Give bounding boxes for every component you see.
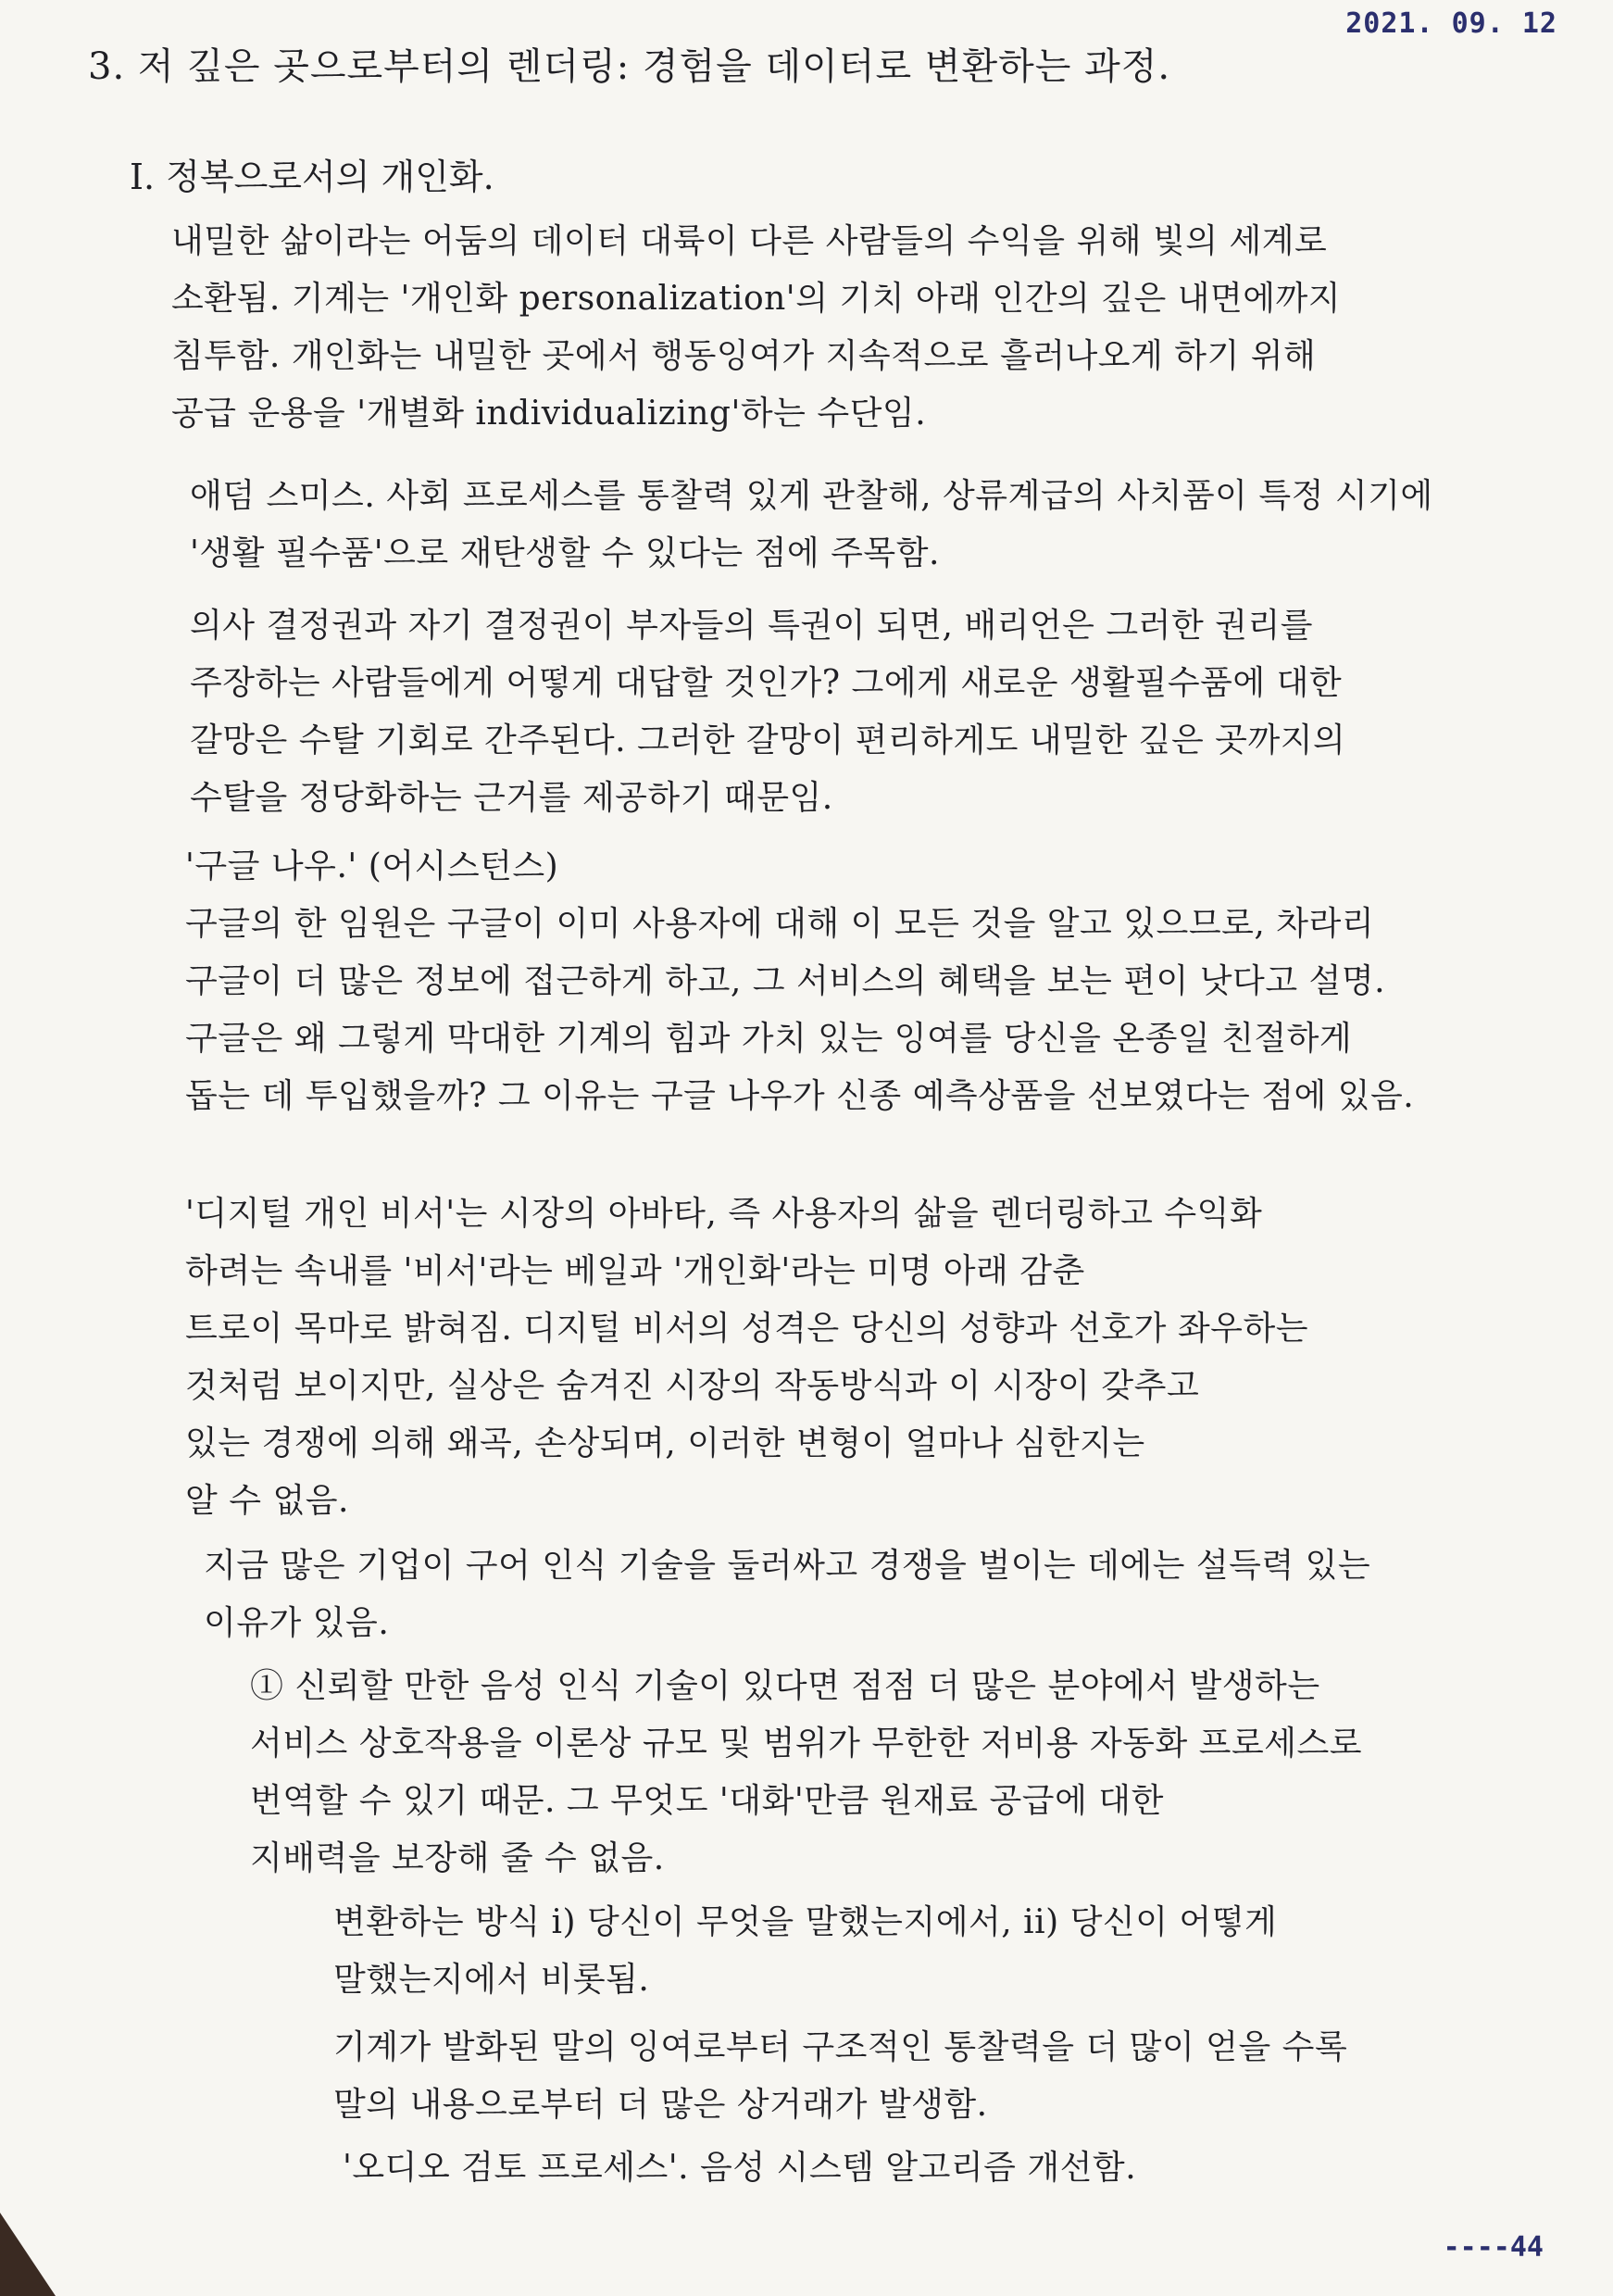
text-line: 공급 운용을 '개별화 individualizing'하는 수단임.	[171, 395, 927, 433]
text-line: 구글이 더 많은 정보에 접근하게 하고, 그 서비스의 혜택을 보는 편이 낫다고 설명.	[185, 962, 1386, 1000]
text-line: 이유가 있음.	[204, 1604, 390, 1642]
paragraph-varian	[190, 597, 1345, 827]
paragraph-speech-recognition	[204, 1537, 1370, 1652]
text-line: '오디오 검토 프로세스'. 음성 시스템 알고리즘 개선함.	[343, 2149, 1137, 2187]
paragraph-adam-smith	[190, 468, 1433, 583]
text-line: '생활 필수품'으로 재탄생할 수 있다는 점에 주목함.	[190, 534, 940, 572]
text-line: 의사 결정권과 자기 결정권이 부자들의 특권이 되면, 배리언은 그러한 권리를	[190, 607, 1313, 645]
text-line: 구글은 왜 그렇게 막대한 기계의 힘과 가치 있는 잉여를 당신을 온종일 친절하게	[185, 1020, 1353, 1058]
text-line: 갈망은 수탈 기회로 간주된다. 그러한 갈망이 편리하게도 내밀한 깊은 곳까지의	[190, 721, 1346, 759]
text-line: 알 수 없음.	[185, 1482, 349, 1520]
paragraph-conversion-method	[333, 1894, 1277, 2009]
paragraph-digital-assistant	[185, 1186, 1308, 1530]
text-line: 수탈을 정당화하는 근거를 제공하기 때문임.	[190, 779, 833, 817]
paragraph-personalization	[171, 213, 1341, 443]
text-line: 말했는지에서 비롯됨.	[333, 1961, 650, 1999]
text-line: ① 신뢰할 만한 음성 인식 기술이 있다면 점점 더 많은 분야에서 발생하는	[250, 1667, 1320, 1705]
text-line: 지배력을 보장해 줄 수 없음.	[250, 1839, 665, 1877]
text-line: 변환하는 방식 i) 당신이 무엇을 말했는지에서, ii) 당신이 어떻게	[333, 1903, 1278, 1941]
page-corner-shadow	[0, 2213, 56, 2296]
page-number: ----44	[1443, 2231, 1544, 2264]
paragraph-reason-1	[250, 1658, 1362, 1888]
text-line: 지금 많은 기업이 구어 인식 기술을 둘러싸고 경쟁을 벌이는 데에는 설득력 있는	[204, 1547, 1371, 1585]
text-line: 내밀한 삶이라는 어둠의 데이터 대륙이 다른 사람들의 수익을 위해 빛의 세계로	[171, 222, 1328, 260]
text-line: '디지털 개인 비서'는 시장의 아바타, 즉 사용자의 삶을 렌더링하고 수익화	[185, 1195, 1263, 1233]
text-line: '구글 나우.' (어시스턴스)	[185, 847, 559, 885]
text-line: 서비스 상호작용을 이론상 규모 및 범위가 무한한 저비용 자동화 프로세스로	[250, 1725, 1363, 1763]
text-line: 말의 내용으로부터 더 많은 상거래가 발생함.	[333, 2086, 988, 2124]
text-line: 애덤 스미스. 사회 프로세스를 통찰력 있게 관찰해, 상류계급의 사치품이 특정 시기에	[190, 477, 1433, 515]
text-line: 하려는 속내를 '비서'라는 베일과 '개인화'라는 미명 아래 감춘	[185, 1252, 1085, 1290]
text-line: 트로이 목마로 밝혀짐. 디지털 비서의 성격은 당신의 성향과 선호가 좌우하는	[185, 1310, 1308, 1348]
paragraph-google-now	[185, 838, 1414, 1125]
paragraph-audio-review	[343, 2139, 1136, 2197]
chapter-heading: 3. 저 깊은 곳으로부터의 렌더링: 경험을 데이터로 변환하는 과정.	[88, 45, 1171, 88]
text-line: 있는 경쟁에 의해 왜곡, 손상되며, 이러한 변형이 얼마나 심한지는	[185, 1424, 1145, 1462]
text-line: 돕는 데 투입했을까? 그 이유는 구글 나우가 신종 예측상품을 선보였다는 점에 있음.	[185, 1077, 1415, 1115]
paragraph-machine-surplus	[333, 2019, 1347, 2134]
text-line: 주장하는 사람들에게 어떻게 대답할 것인가? 그에게 새로운 생활필수품에 대한	[190, 664, 1343, 702]
text-line: 구글의 한 임원은 구글이 이미 사용자에 대해 이 모든 것을 알고 있으므로, 차라리	[185, 905, 1375, 943]
text-line: 기계가 발화된 말의 잉여로부터 구조적인 통찰력을 더 많이 얻을 수록	[333, 2028, 1348, 2066]
text-line: 것처럼 보이지만, 실상은 숨겨진 시장의 작동방식과 이 시장이 갖추고	[185, 1367, 1200, 1405]
text-line: 번역할 수 있기 때문. 그 무엇도 '대화'만큼 원재료 공급에 대한	[250, 1782, 1164, 1820]
section-subheading: I. 정복으로서의 개인화.	[130, 157, 494, 197]
text-line: 침투함. 개인화는 내밀한 곳에서 행동잉여가 지속적으로 흘러나오게 하기 위해	[171, 337, 1317, 375]
text-line: 소환됨. 기계는 '개인화 personalization'의 기치 아래 인간의 깊은 내면에까지	[171, 280, 1342, 318]
date-stamp: 2021. 09. 12	[1345, 7, 1557, 40]
